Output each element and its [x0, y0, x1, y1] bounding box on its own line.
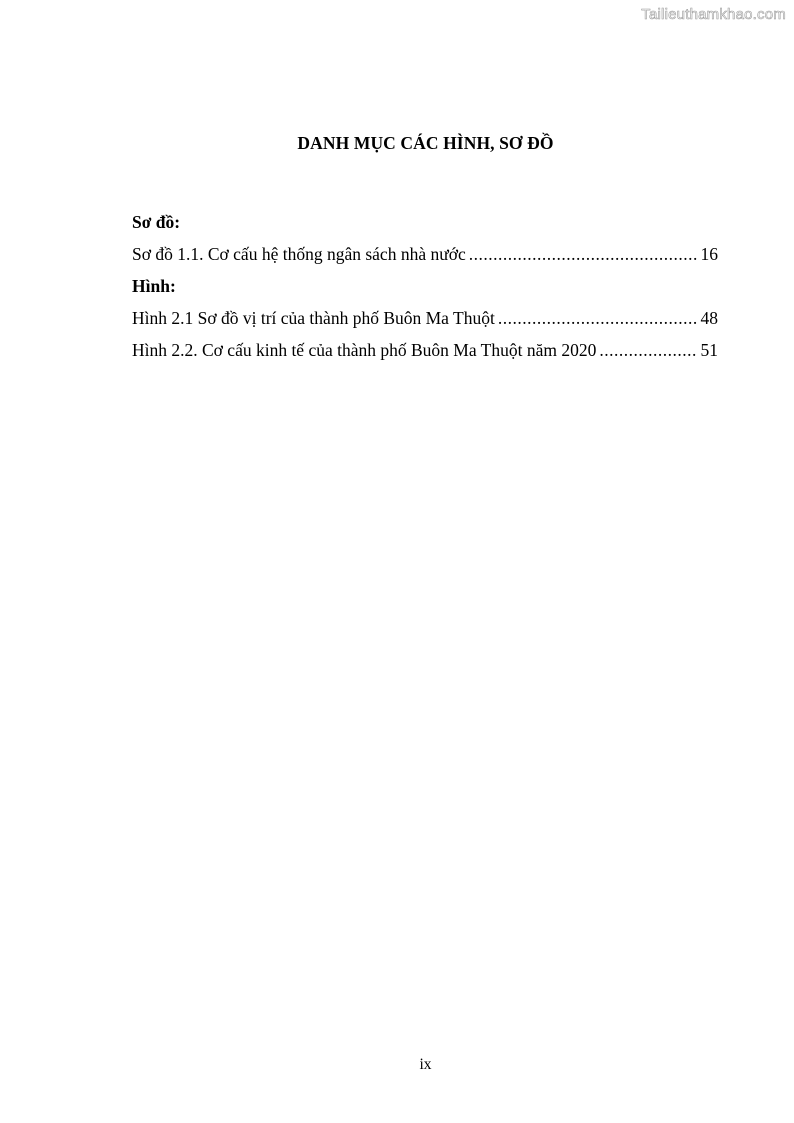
section-heading-figures: Hình: [132, 276, 176, 296]
page-title: DANH MỤC CÁC HÌNH, SƠ ĐỒ [297, 133, 554, 153]
toc-entry-title: Hình 2.1 Sơ đồ vị trí của thành phố Buôn Ma Thuột [132, 308, 495, 328]
toc-entry-page: 51 [700, 340, 718, 360]
dot-leader [498, 302, 698, 334]
toc-entry[interactable] [132, 238, 718, 270]
dot-leader [599, 334, 697, 366]
toc-list [132, 206, 718, 366]
toc-entry[interactable] [132, 302, 718, 334]
dot-leader [469, 238, 698, 270]
toc-entry-page: 48 [700, 308, 718, 328]
watermark-text: Tailieuthamkhao.com [641, 6, 786, 23]
toc-entry[interactable] [132, 334, 718, 366]
toc-entry-title: Hình 2.2. Cơ cấu kinh tế của thành phố Buôn Ma Thuột năm 2020 [132, 340, 597, 360]
section-heading-diagrams: Sơ đồ: [132, 212, 181, 232]
page-number: ix [419, 1056, 432, 1073]
toc-entry-title: Sơ đồ 1.1. Cơ cấu hệ thống ngân sách nhà nước [132, 244, 466, 264]
toc-entry-page: 16 [700, 244, 718, 264]
